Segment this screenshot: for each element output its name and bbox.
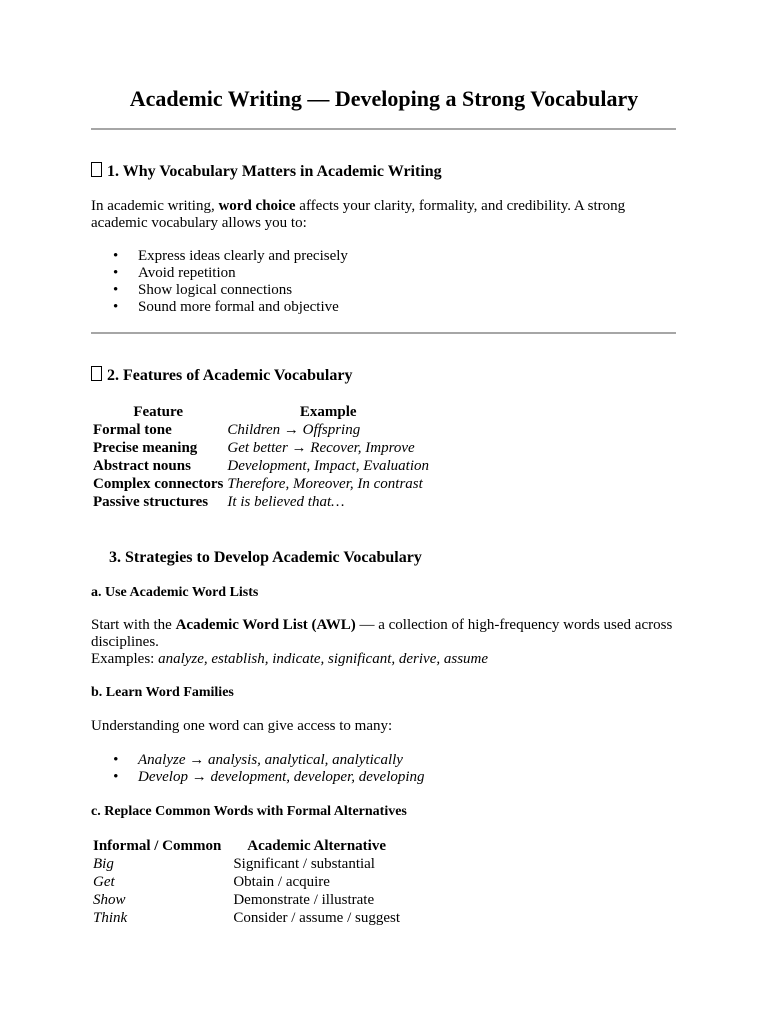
word-family-list [91,752,425,786]
column-header: Example [299,404,357,420]
features-table [91,403,431,511]
example-cell: Therefore, Moreover, In contrast [227,476,423,492]
alternatives-table [91,837,402,927]
intro-emphasis: word choice [218,198,296,214]
list-item: • Express ideas clearly and precisely [91,248,348,265]
informal-cell: Show [93,892,126,908]
examples-label: Examples: [91,651,159,667]
missing-glyph-icon [91,366,102,381]
divider [91,332,676,334]
list-item: • Analyze → analysis, analytical, analytically [91,752,425,769]
table-header-row [91,837,402,855]
intro-text: In academic writing, [91,198,219,214]
column-header: Informal / Common [93,838,222,854]
section-1-intro [91,198,681,232]
section-2-heading-text: 2. Features of Academic Vocabulary [107,367,353,384]
academic-cell: Significant / substantial [233,856,375,872]
table-row [91,439,431,457]
feature-cell: Formal tone [93,422,172,438]
section-1-heading [91,162,442,181]
academic-cell: Demonstrate / illustrate [233,892,375,908]
table-row [91,493,431,511]
informal-cell: Think [93,910,128,926]
column-header: Academic Alternative [247,838,387,854]
examples-list: analyze, establish, indicate, significant, derive, assume [158,651,489,667]
subsection-a-text [91,617,681,668]
subsection-c-heading: c. Replace Common Words with Formal Alternatives [91,804,407,819]
informal-cell: Get [93,874,115,890]
feature-cell: Complex connectors [93,476,224,492]
intro-text-rest: affects your clarity, formality, and credibility. A strong academic vocabulary allows you to: [91,198,626,231]
academic-cell: Obtain / acquire [233,874,330,890]
subsection-a-heading: a. Use Academic Word Lists [91,585,259,600]
table-row [91,421,431,439]
feature-cell: Passive structures [93,494,209,510]
divider [91,128,676,130]
section-1-bullet-list [91,248,348,316]
awl-emphasis: Academic Word List (AWL) [175,617,356,633]
missing-glyph-icon [91,162,102,177]
section-2-heading [91,366,352,385]
section-1-heading-text: 1. Why Vocabulary Matters in Academic Writing [107,163,442,180]
column-header: Feature [133,404,184,420]
example-cell: It is believed that… [227,494,345,510]
table-row [91,855,402,873]
list-item: • Avoid repetition [91,265,348,282]
subsection-b-heading: b. Learn Word Families [91,685,234,700]
table-row [91,457,431,475]
page-title: Academic Writing — Developing a Strong Vocabulary [129,86,639,111]
table-row [91,873,402,891]
awl-text: Start with the [91,617,176,633]
list-item: • Develop → development, developer, developing [91,769,425,786]
subsection-b-text: Understanding one word can give access to many: [91,718,393,734]
feature-cell: Precise meaning [93,440,198,456]
example-cell: Get better → Recover, Improve [227,440,415,456]
table-row [91,475,431,493]
informal-cell: Big [93,856,114,872]
list-item: • Sound more formal and objective [91,299,348,316]
list-item: • Show logical connections [91,282,348,299]
example-cell: Development, Impact, Evaluation [227,458,430,474]
example-cell: Children → Offspring [227,422,361,438]
table-header-row [91,403,431,421]
academic-cell: Consider / assume / suggest [233,910,400,926]
table-row [91,891,402,909]
awl-text-rest: — a collection of high-frequency words used across disciplines. [91,617,673,650]
table-row [91,909,402,927]
section-3-heading: 3. Strategies to Develop Academic Vocabulary [109,549,422,566]
feature-cell: Abstract nouns [93,458,191,474]
